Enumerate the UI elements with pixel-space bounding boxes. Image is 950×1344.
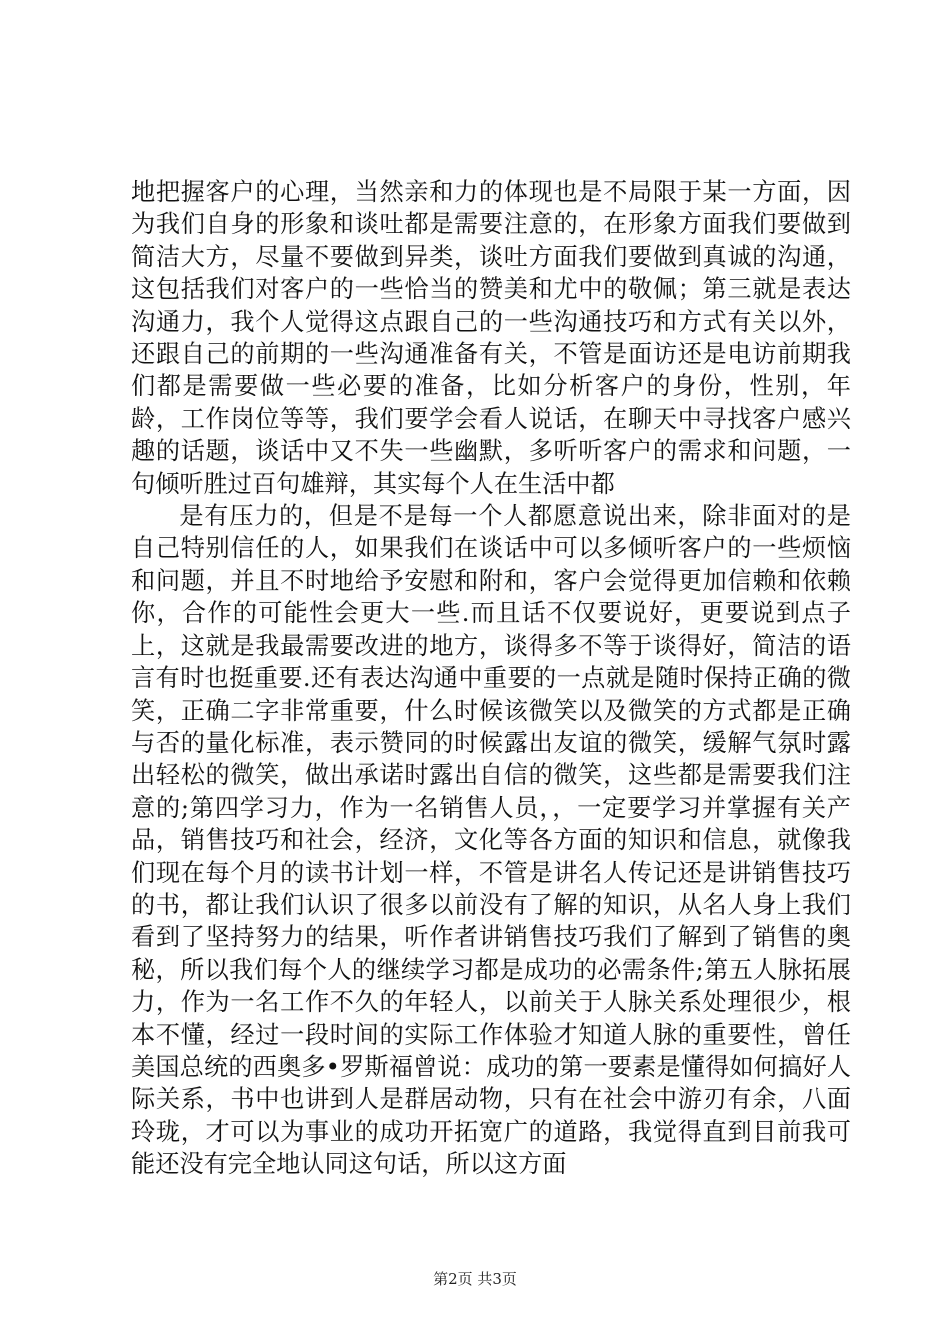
- body-text: [131, 176, 851, 1181]
- paragraph: 是有压力的，但是不是每一个人都愿意说出来，除非面对的是自己特别信任的人，如果我们在谈话中可以多倾听客户的一些烦恼和问题，并且不时地给予安慰和附和，客户会觉得更加信赖和依赖你，合作的可能性会更大一些.而且话不仅要说好，更要说到点子上，这就是我最需要改进的地方，谈得多不等于谈得好，简洁的语言有时也挺重要.还有表达沟通中重要的一点就是随时保持正确的微笑，正确二字非常重要，什么时候该微笑以及微笑的方式都是正确与否的量化标准，表示赞同的时候露出友谊的微笑，缓解气氛时露出轻松的微笑，做出承诺时露出自信的微笑，这些都是需要我们注意的;第四学习力，作为一名销售人员，，一定要学习并掌握有关产品，销售技巧和社会，经济，文化等各方面的知识和信息，就像我们现在每个月的读书计划一样，不管是讲名人传记还是讲销售技巧的书，都让我们认识了很多以前没有了解的知识，从名人身上我们看到了坚持努力的结果，听作者讲销售技巧我们了解到了销售的奥秘，所以我们每个人的继续学习都是成功的必需条件;第五人脉拓展力，作为一名工作不久的年轻人，以前关于人脉关系处理很少，根本不懂，经过一段时间的实际工作体验才知道人脉的重要性，曾任美国总统的西奥多•罗斯福曾说：成功的第一要素是懂得如何搞好人际关系，书中也讲到人是群居动物，只有在社会中游刃有余，八面玲珑，才可以为事业的成功开拓宽广的道路，我觉得直到目前我可能还没有完全地认同这句话，所以这方面: [131, 502, 851, 1179]
- page-footer: 第2页 共3页: [433, 1270, 517, 1288]
- paragraph-continuation: 地把握客户的心理，当然亲和力的体现也是不局限于某一方面，因为我们自身的形象和谈吐都是需要注意的，在形象方面我们要做到简洁大方，尽量不要做到异类，谈吐方面我们要做到真诚的沟通，这包括我们对客户的一些恰当的赞美和尤中的敬佩；第三就是表达沟通力，我个人觉得这点跟自己的一些沟通技巧和方式有关以外，还跟自己的前期的一些沟通准备有关，不管是面访还是电访前期我们都是需要做一些必要的准备，比如分析客户的身份，性别，年龄，工作岗位等等，我们要学会看人说话，在聊天中寻找客户感兴趣的话题，谈话中又不失一些幽默，多听听客户的需求和问题，一句倾听胜过百句雄辩，其实每个人在生活中都: [131, 178, 851, 498]
